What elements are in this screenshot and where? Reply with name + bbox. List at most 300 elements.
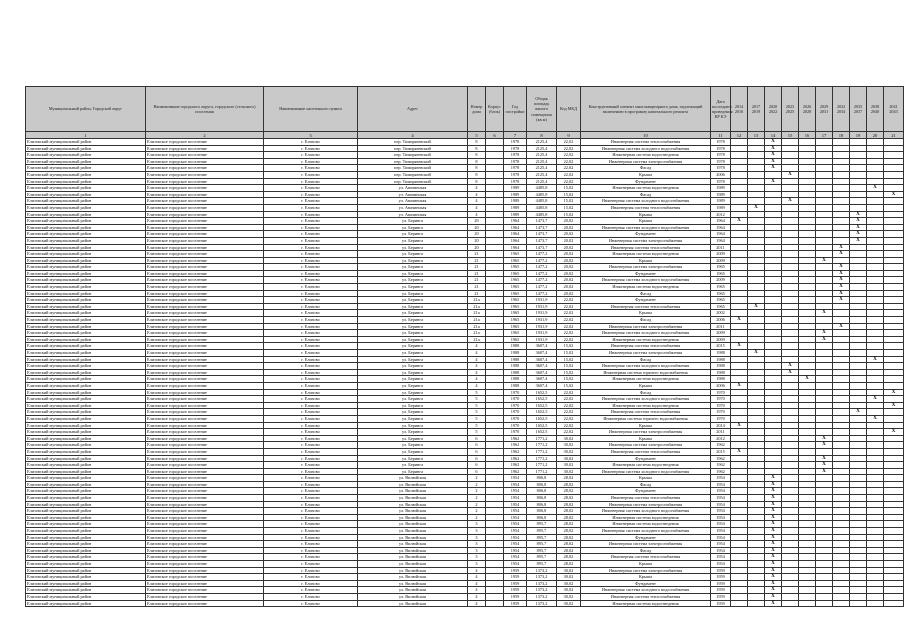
period-mark-cell (833, 580, 850, 587)
period-mark-cell (799, 429, 816, 436)
period-mark-cell: X (850, 218, 867, 225)
house-number-cell: 6 (468, 448, 486, 455)
period-mark-cell (748, 534, 765, 541)
period-mark-cell: X (816, 462, 833, 469)
period-mark-cell (799, 554, 816, 561)
locality-cell: г. Елизово (264, 270, 358, 277)
period-mark-cell (833, 224, 850, 231)
area-cell: 1652,5 (527, 389, 557, 396)
settlement-cell: Елизовское городское поселение (146, 350, 264, 357)
period-mark-cell (748, 270, 765, 277)
last-repair-date-cell: 1954 (711, 481, 731, 488)
period-mark-cell (833, 514, 850, 521)
period-mark-cell (799, 145, 816, 152)
column-header: 2026 2028 (799, 87, 816, 132)
mkd-code-cell: 30,02 (557, 462, 581, 469)
period-mark-cell (850, 303, 867, 310)
area-cell: 1652,5 (527, 409, 557, 416)
period-mark-cell (884, 415, 904, 422)
address-cell: ул. Беринга (358, 336, 468, 343)
period-mark-cell (799, 468, 816, 475)
district-cell: Елизовский муниципальный район (26, 429, 146, 436)
period-mark-cell (816, 514, 833, 521)
house-number-cell: 3 (468, 528, 486, 535)
house-number-cell: 21 (468, 264, 486, 271)
locality-cell: г. Елизово (264, 264, 358, 271)
build-year-cell: 1965 (504, 264, 527, 271)
period-mark-cell (731, 330, 748, 337)
period-mark-cell (850, 475, 867, 482)
period-mark-cell (782, 317, 799, 324)
build-year-cell: 1989 (504, 211, 527, 218)
column-header: 2014 2016 (731, 87, 748, 132)
period-mark-cell (782, 580, 799, 587)
last-repair-date-cell: 1970 (711, 415, 731, 422)
house-number-cell: 5 (468, 396, 486, 403)
period-mark-cell (731, 198, 748, 205)
build-year-cell: 1959 (504, 593, 527, 600)
last-repair-date-cell: 1988 (711, 369, 731, 376)
last-repair-date-cell: 1978 (711, 158, 731, 165)
period-mark-cell (867, 211, 884, 218)
element-cell: Крыша (581, 561, 711, 568)
column-header: Конструктивный элемент многоквартирного дома, подлежащий включению в программу капитального ремонта (581, 87, 711, 132)
period-mark-cell (884, 561, 904, 568)
area-cell: 895,7 (527, 554, 557, 561)
period-mark-cell (867, 448, 884, 455)
block-cell (486, 514, 504, 521)
period-mark-cell (782, 350, 799, 357)
period-mark-cell (850, 323, 867, 330)
period-mark-cell (816, 554, 833, 561)
settlement-cell: Елизовское городское поселение (146, 429, 264, 436)
period-mark-cell (799, 495, 816, 502)
table-row (26, 211, 904, 218)
period-mark-cell (799, 152, 816, 159)
last-repair-date-cell: 1964 (711, 224, 731, 231)
mkd-code-cell: 30,02 (557, 448, 581, 455)
block-cell (486, 277, 504, 284)
house-number-cell: 3 (468, 561, 486, 568)
period-mark-cell: X (748, 350, 765, 357)
locality-cell: г. Елизово (264, 587, 358, 594)
period-mark-cell (884, 277, 904, 284)
period-mark-cell (816, 264, 833, 271)
mkd-code-cell: 22,02 (557, 323, 581, 330)
period-mark-cell (867, 152, 884, 159)
period-mark-cell (833, 343, 850, 350)
block-cell (486, 382, 504, 389)
block-cell (486, 152, 504, 159)
block-cell (486, 343, 504, 350)
period-mark-cell (884, 297, 904, 304)
build-year-cell: 1965 (504, 290, 527, 297)
column-header: 2017 2019 (748, 87, 765, 132)
column-number: 5 (468, 132, 486, 139)
column-header: Код МКД (557, 87, 581, 132)
column-header: Год постройки (504, 87, 527, 132)
period-mark-cell (748, 178, 765, 185)
period-mark-cell: X (833, 264, 850, 271)
last-repair-date-cell: 2012 (711, 211, 731, 218)
element-cell: Инженерная система теплоснабжения (581, 139, 711, 146)
area-cell: 895,7 (527, 561, 557, 568)
last-repair-date-cell: 2011 (711, 323, 731, 330)
last-repair-date-cell: 1965 (711, 270, 731, 277)
period-mark-cell (867, 290, 884, 297)
period-mark-cell: X (816, 455, 833, 462)
settlement-cell: Елизовское городское поселение (146, 343, 264, 350)
address-cell: ул. Авачинская (358, 198, 468, 205)
period-mark-cell (748, 462, 765, 469)
period-mark-cell (799, 580, 816, 587)
period-mark-cell (748, 587, 765, 594)
period-mark-cell (748, 409, 765, 416)
period-mark-cell (782, 178, 799, 185)
period-mark-cell (748, 389, 765, 396)
period-mark-cell (765, 277, 782, 284)
last-repair-date-cell: 1954 (711, 488, 731, 495)
period-mark-cell: X (765, 587, 782, 594)
period-mark-cell (799, 567, 816, 574)
period-mark-cell (782, 152, 799, 159)
period-mark-cell (765, 396, 782, 403)
settlement-cell: Елизовское городское поселение (146, 264, 264, 271)
period-mark-cell (748, 580, 765, 587)
settlement-cell: Елизовское городское поселение (146, 547, 264, 554)
locality-cell: г. Елизово (264, 389, 358, 396)
last-repair-date-cell: 1964 (711, 231, 731, 238)
block-cell (486, 501, 504, 508)
period-mark-cell (816, 389, 833, 396)
mkd-code-cell: 20,02 (557, 224, 581, 231)
block-cell (486, 593, 504, 600)
period-mark-cell: X (833, 251, 850, 258)
column-header: 2023 2025 (782, 87, 799, 132)
column-number: 14 (765, 132, 782, 139)
period-mark-cell: X (884, 191, 904, 198)
period-mark-cell (816, 270, 833, 277)
settlement-cell: Елизовское городское поселение (146, 231, 264, 238)
period-mark-cell (884, 448, 904, 455)
block-cell (486, 554, 504, 561)
house-number-cell: 8 (468, 171, 486, 178)
period-mark-cell (867, 158, 884, 165)
area-cell: 1477,2 (527, 290, 557, 297)
build-year-cell: 1959 (504, 574, 527, 581)
settlement-cell: Елизовское городское поселение (146, 251, 264, 258)
area-cell: 1931,9 (527, 303, 557, 310)
period-mark-cell (816, 547, 833, 554)
block-cell (486, 481, 504, 488)
period-mark-cell (731, 587, 748, 594)
locality-cell: г. Елизово (264, 369, 358, 376)
address-cell: ул. Вилюйская (358, 508, 468, 515)
district-cell: Елизовский муниципальный район (26, 363, 146, 370)
build-year-cell: 1964 (504, 244, 527, 251)
period-mark-cell (850, 415, 867, 422)
period-mark-cell (748, 501, 765, 508)
period-mark-cell (782, 376, 799, 383)
table-row (26, 277, 904, 284)
block-cell (486, 139, 504, 146)
period-mark-cell (731, 284, 748, 291)
area-cell: 895,7 (527, 541, 557, 548)
period-mark-cell: X (782, 363, 799, 370)
period-mark-cell (867, 204, 884, 211)
period-mark-cell (850, 277, 867, 284)
period-mark-cell (782, 554, 799, 561)
district-cell: Елизовский муниципальный район (26, 350, 146, 357)
column-header: Номер дома (468, 87, 486, 132)
period-mark-cell (884, 574, 904, 581)
last-repair-date-cell: 1954 (711, 495, 731, 502)
period-mark-cell (816, 369, 833, 376)
period-mark-cell: X (731, 317, 748, 324)
period-mark-cell (782, 330, 799, 337)
last-repair-date-cell: 2014 (711, 422, 731, 429)
period-mark-cell (782, 481, 799, 488)
last-repair-date-cell: 1954 (711, 528, 731, 535)
period-mark-cell (765, 310, 782, 317)
period-mark-cell (782, 396, 799, 403)
period-mark-cell (816, 521, 833, 528)
period-mark-cell (782, 303, 799, 310)
mkd-code-cell: 28,02 (557, 547, 581, 554)
build-year-cell: 1988 (504, 382, 527, 389)
period-mark-cell (850, 396, 867, 403)
house-number-cell: 6 (468, 455, 486, 462)
period-mark-cell (867, 580, 884, 587)
period-mark-cell (867, 171, 884, 178)
period-mark-cell (850, 363, 867, 370)
period-mark-cell (748, 382, 765, 389)
period-mark-cell (765, 237, 782, 244)
period-mark-cell (782, 402, 799, 409)
period-mark-cell (833, 481, 850, 488)
period-mark-cell (731, 554, 748, 561)
table-row (26, 257, 904, 264)
period-mark-cell (833, 185, 850, 192)
last-repair-date-cell: 1989 (711, 204, 731, 211)
period-mark-cell (884, 508, 904, 515)
build-year-cell: 1965 (504, 257, 527, 264)
period-mark-cell (799, 204, 816, 211)
address-cell: ул. Беринга (358, 310, 468, 317)
period-mark-cell (884, 303, 904, 310)
period-mark-cell (884, 198, 904, 205)
period-mark-cell: X (833, 297, 850, 304)
element-cell: Инженерная система холодного водоснабжения (581, 508, 711, 515)
period-mark-cell (816, 178, 833, 185)
district-cell: Елизовский муниципальный район (26, 495, 146, 502)
period-mark-cell (782, 574, 799, 581)
build-year-cell: 1954 (504, 501, 527, 508)
address-cell: ул. Беринга (358, 330, 468, 337)
period-mark-cell (748, 145, 765, 152)
period-mark-cell (731, 396, 748, 403)
element-cell: Фундамент (581, 297, 711, 304)
house-number-cell: 4 (468, 580, 486, 587)
mkd-code-cell: 30,02 (557, 468, 581, 475)
district-cell: Елизовский муниципальный район (26, 277, 146, 284)
settlement-cell: Елизовское городское поселение (146, 455, 264, 462)
block-cell (486, 231, 504, 238)
mkd-code-cell: 20,02 (557, 284, 581, 291)
build-year-cell: 1978 (504, 158, 527, 165)
locality-cell: г. Елизово (264, 310, 358, 317)
period-mark-cell (884, 158, 904, 165)
period-mark-cell: X (765, 574, 782, 581)
build-year-cell: 1954 (504, 508, 527, 515)
settlement-cell: Елизовское городское поселение (146, 317, 264, 324)
address-cell: ул. Беринга (358, 218, 468, 225)
build-year-cell: 1965 (504, 270, 527, 277)
area-cell: 1373,2 (527, 600, 557, 607)
period-mark-cell (850, 521, 867, 528)
settlement-cell: Елизовское городское поселение (146, 442, 264, 449)
district-cell: Елизовский муниципальный район (26, 158, 146, 165)
period-mark-cell (884, 600, 904, 607)
table-row (26, 317, 904, 324)
period-mark-cell (816, 501, 833, 508)
address-cell: ул. Вилюйская (358, 514, 468, 521)
period-mark-cell (816, 152, 833, 159)
column-number: 18 (833, 132, 850, 139)
last-repair-date-cell: 1988 (711, 363, 731, 370)
period-mark-cell (748, 336, 765, 343)
period-mark-cell (867, 376, 884, 383)
address-cell: ул. Вилюйская (358, 475, 468, 482)
settlement-cell: Елизовское городское поселение (146, 237, 264, 244)
period-mark-cell (867, 284, 884, 291)
period-mark-cell (782, 409, 799, 416)
area-cell: 806,8 (527, 481, 557, 488)
period-mark-cell (731, 356, 748, 363)
last-repair-date-cell: 2011 (711, 244, 731, 251)
house-number-cell: 6 (468, 442, 486, 449)
period-mark-cell (765, 198, 782, 205)
period-mark-cell (884, 139, 904, 146)
period-mark-cell (799, 435, 816, 442)
district-cell: Елизовский муниципальный район (26, 554, 146, 561)
period-mark-cell (765, 455, 782, 462)
period-mark-cell (850, 580, 867, 587)
settlement-cell: Елизовское городское поселение (146, 145, 264, 152)
period-mark-cell (782, 422, 799, 429)
build-year-cell: 1988 (504, 369, 527, 376)
area-cell: 1931,9 (527, 336, 557, 343)
period-mark-cell (748, 376, 765, 383)
locality-cell: г. Елизово (264, 508, 358, 515)
period-mark-cell (765, 382, 782, 389)
settlement-cell: Елизовское городское поселение (146, 402, 264, 409)
locality-cell: г. Елизово (264, 488, 358, 495)
period-mark-cell: X (850, 409, 867, 416)
district-cell: Елизовский муниципальный район (26, 508, 146, 515)
period-mark-cell: X (833, 244, 850, 251)
build-year-cell: 1989 (504, 185, 527, 192)
period-mark-cell (833, 356, 850, 363)
period-mark-cell (748, 251, 765, 258)
period-mark-cell (799, 231, 816, 238)
address-cell: ул. Беринга (358, 264, 468, 271)
period-mark-cell: X (884, 429, 904, 436)
locality-cell: г. Елизово (264, 462, 358, 469)
period-mark-cell (748, 139, 765, 146)
mkd-code-cell: 22,02 (557, 415, 581, 422)
block-cell (486, 580, 504, 587)
address-cell: ул. Беринга (358, 396, 468, 403)
period-mark-cell (884, 567, 904, 574)
address-cell: пер. Тимирязевский (358, 145, 468, 152)
address-cell: ул. Вилюйская (358, 541, 468, 548)
period-mark-cell (867, 521, 884, 528)
period-mark-cell (782, 158, 799, 165)
period-mark-cell (867, 237, 884, 244)
period-mark-cell (884, 171, 904, 178)
period-mark-cell: X (850, 237, 867, 244)
period-mark-cell (799, 514, 816, 521)
period-mark-cell (799, 455, 816, 462)
period-mark-cell (782, 251, 799, 258)
last-repair-date-cell: 1954 (711, 534, 731, 541)
capital-repair-table (25, 86, 904, 607)
period-mark-cell (799, 264, 816, 271)
period-mark-cell (782, 145, 799, 152)
house-number-cell: 8 (468, 145, 486, 152)
period-mark-cell (833, 165, 850, 172)
last-repair-date-cell: 1954 (711, 508, 731, 515)
period-mark-cell: X (867, 396, 884, 403)
period-mark-cell (748, 488, 765, 495)
mkd-code-cell: 30,02 (557, 600, 581, 607)
period-mark-cell (748, 363, 765, 370)
last-repair-date-cell: 1962 (711, 455, 731, 462)
locality-cell: г. Елизово (264, 185, 358, 192)
district-cell: Елизовский муниципальный район (26, 139, 146, 146)
area-cell: 1771,2 (527, 455, 557, 462)
period-mark-cell (765, 435, 782, 442)
mkd-code-cell: 22,02 (557, 389, 581, 396)
district-cell: Елизовский муниципальный район (26, 369, 146, 376)
locality-cell: г. Елизово (264, 211, 358, 218)
period-mark-cell (867, 481, 884, 488)
period-mark-cell (850, 198, 867, 205)
period-mark-cell (867, 462, 884, 469)
table-row (26, 455, 904, 462)
block-cell (486, 336, 504, 343)
period-mark-cell: X (833, 277, 850, 284)
build-year-cell: 1988 (504, 376, 527, 383)
house-number-cell: 21 (468, 284, 486, 291)
house-number-cell: 3 (468, 521, 486, 528)
period-mark-cell (748, 396, 765, 403)
period-mark-cell (765, 462, 782, 469)
table-row (26, 462, 904, 469)
period-mark-cell (816, 297, 833, 304)
period-mark-cell (850, 574, 867, 581)
last-repair-date-cell: 1954 (711, 514, 731, 521)
mkd-code-cell: 28,02 (557, 481, 581, 488)
build-year-cell: 1964 (504, 237, 527, 244)
period-mark-cell (731, 402, 748, 409)
period-mark-cell (799, 270, 816, 277)
period-mark-cell (782, 455, 799, 462)
period-mark-cell (731, 244, 748, 251)
period-mark-cell (816, 587, 833, 594)
period-mark-cell (816, 224, 833, 231)
